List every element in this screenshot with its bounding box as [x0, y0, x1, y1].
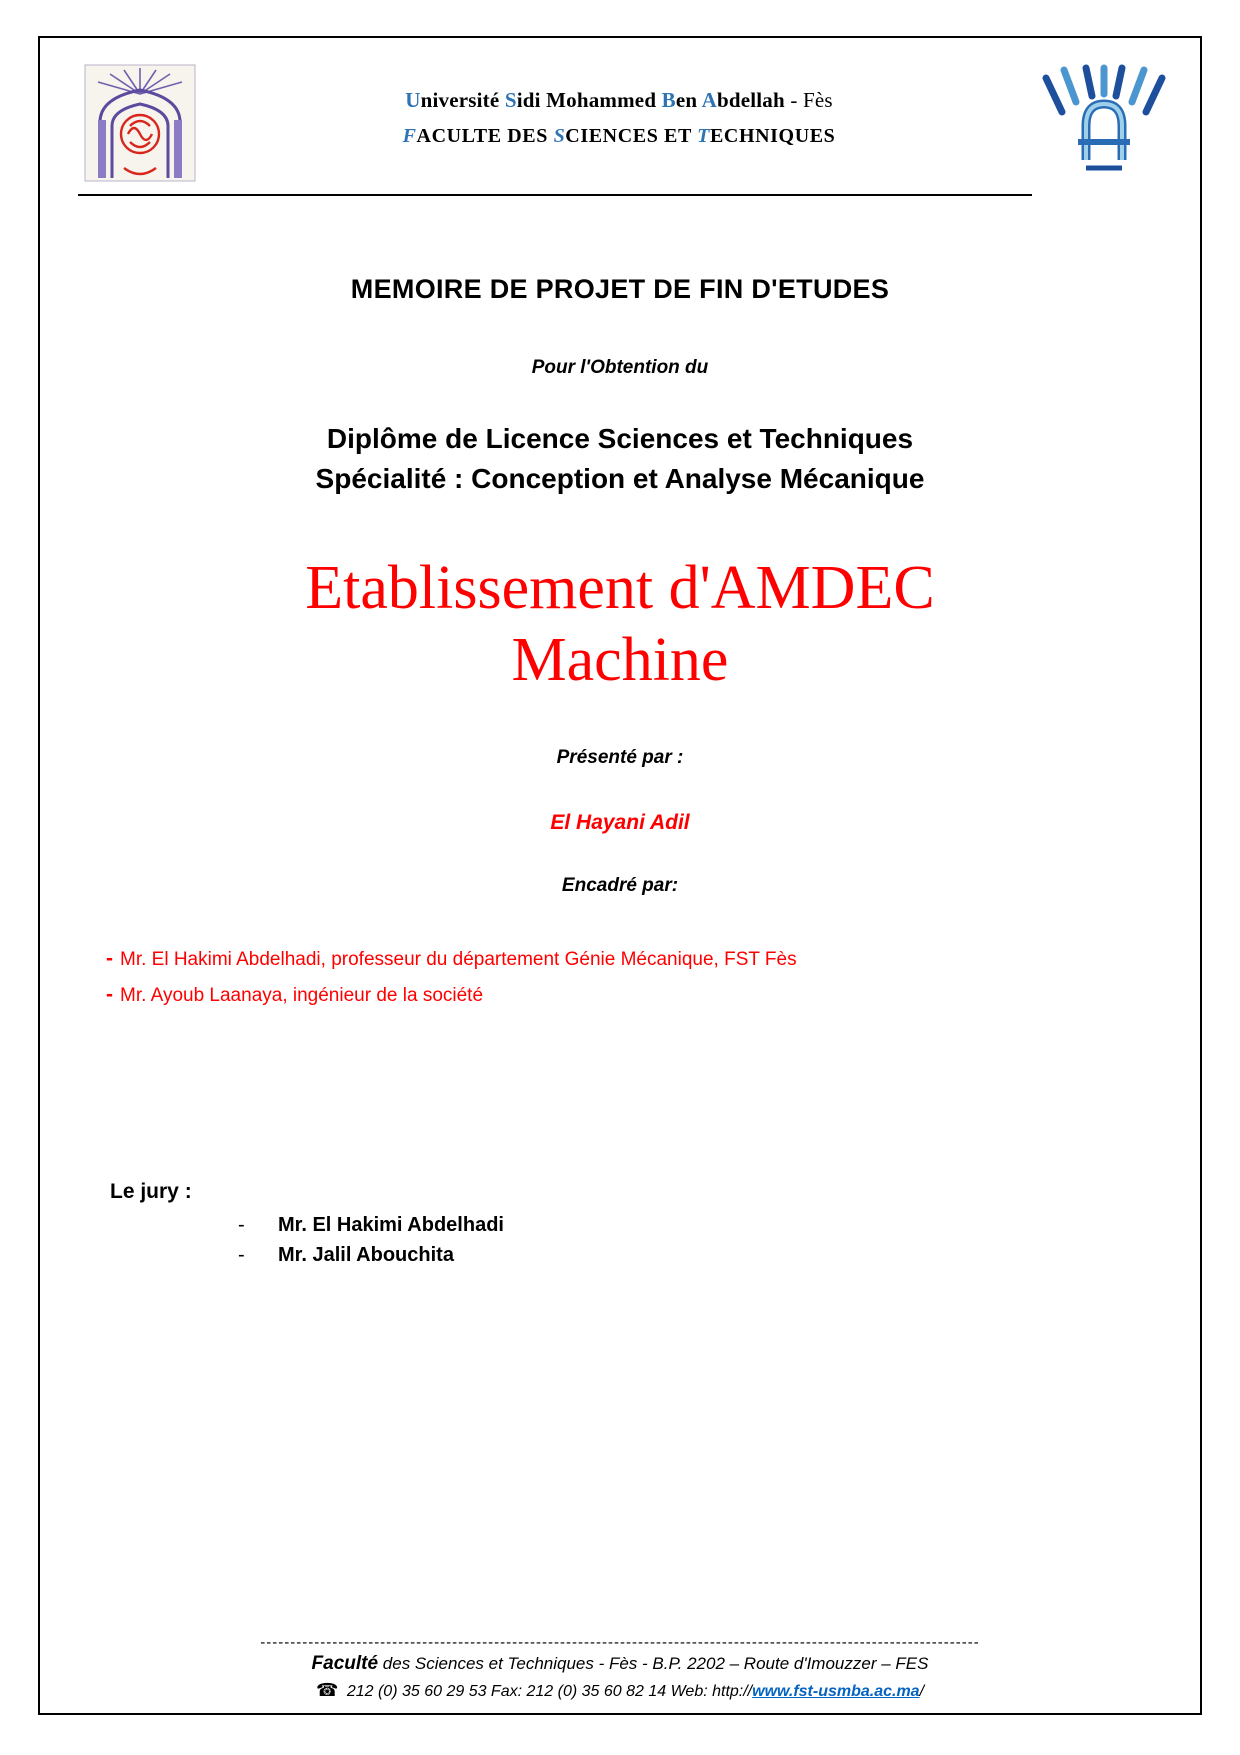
jury-label: Le jury : — [110, 1180, 192, 1204]
diploma-line2: Spécialité : Conception et Analyse Mécanique — [315, 463, 925, 494]
university-city: - Fès — [784, 88, 833, 112]
supervisors-list — [40, 941, 1200, 1012]
supervised-by-label: Encadré par: — [561, 874, 679, 896]
obtention-subtitle: Pour l'Obtention du — [531, 357, 709, 378]
page-border — [38, 36, 1202, 1715]
list-dash: - — [106, 982, 113, 1006]
header — [40, 38, 1200, 182]
phone-icon: ☎ — [315, 1680, 339, 1700]
memoire-title: MEMOIRE DE PROJET DE FIN D'ETUDES — [350, 274, 890, 304]
footer-contact-text: 212 (0) 35 60 29 53 Fax: 212 (0) 35 60 82 14 Web: http:// — [342, 1683, 753, 1700]
supervisor-name: Mr. Ayoub Laanaya, ingénieur de la société — [120, 984, 484, 1006]
jury-section — [40, 1180, 1200, 1267]
university-emblem-logo — [84, 64, 196, 182]
university-name-part: en — [675, 88, 702, 112]
diploma-line1: Diplôme de Licence Sciences et Techniques — [326, 423, 914, 454]
main-title-line1: Etablissement d'AMDEC — [305, 554, 935, 622]
presented-by-label: Présenté par : — [556, 746, 684, 768]
footer-contact — [40, 1680, 1200, 1701]
footer-address — [40, 1653, 1200, 1675]
supervisor-item — [106, 941, 1140, 977]
fst-logo — [1042, 64, 1166, 174]
jury-member-row — [238, 1244, 1200, 1267]
faculty-initial-t: T — [697, 125, 710, 147]
supervisor-name: Mr. El Hakimi Abdelhadi, professeur du département Génie Mécanique, FST Fès — [120, 948, 797, 970]
faculty-name-part: ECHNIQUES — [709, 125, 836, 147]
footer-faculty-word: Faculté — [311, 1653, 379, 1674]
footer — [40, 1634, 1200, 1701]
footer-address-text: des Sciences et Techniques - Fès - B.P. 2202 – Route d'Imouzzer – FES — [378, 1654, 929, 1673]
university-name — [196, 88, 1042, 113]
faculty-initial-s: S — [553, 125, 566, 147]
header-text — [196, 64, 1042, 148]
faculty-initial-f: F — [402, 125, 417, 147]
university-emblem-icon — [84, 64, 196, 182]
university-initial-s: S — [504, 88, 517, 112]
faculty-name-part: CIENCES ET — [565, 125, 698, 147]
jury-member-name: Mr. Jalil Abouchita — [278, 1244, 454, 1267]
main-title — [40, 553, 1200, 697]
university-name-part: niversité — [420, 88, 505, 112]
footer-contact-suffix: / — [919, 1683, 925, 1700]
main-title-line2: Machine — [511, 625, 729, 694]
author-name: El Hayani Adil — [550, 810, 690, 834]
university-initial-u: U — [405, 88, 421, 112]
header-divider — [78, 194, 1032, 196]
jury-member-row — [238, 1214, 1200, 1237]
university-initial-b: B — [661, 88, 676, 112]
university-name-part: bdellah — [716, 88, 785, 112]
list-dash: - — [238, 1214, 245, 1237]
list-dash: - — [106, 946, 113, 970]
university-name-part: idi Mohammed — [516, 88, 662, 112]
university-initial-a: A — [701, 88, 717, 112]
faculty-name — [196, 125, 1042, 148]
cover-content — [40, 274, 1200, 1267]
website-link[interactable]: www.fst-usmba.ac.ma — [752, 1683, 920, 1700]
jury-list — [110, 1214, 1200, 1267]
supervisor-item — [106, 977, 1140, 1013]
jury-member-name: Mr. El Hakimi Abdelhadi — [278, 1214, 504, 1237]
faculty-name-part: ACULTE DES — [416, 125, 554, 147]
footer-divider: ------------------------------------------------------------------------------------------------------------------------ — [260, 1634, 980, 1651]
list-dash: - — [238, 1244, 245, 1267]
fst-logo-icon — [1042, 64, 1166, 174]
